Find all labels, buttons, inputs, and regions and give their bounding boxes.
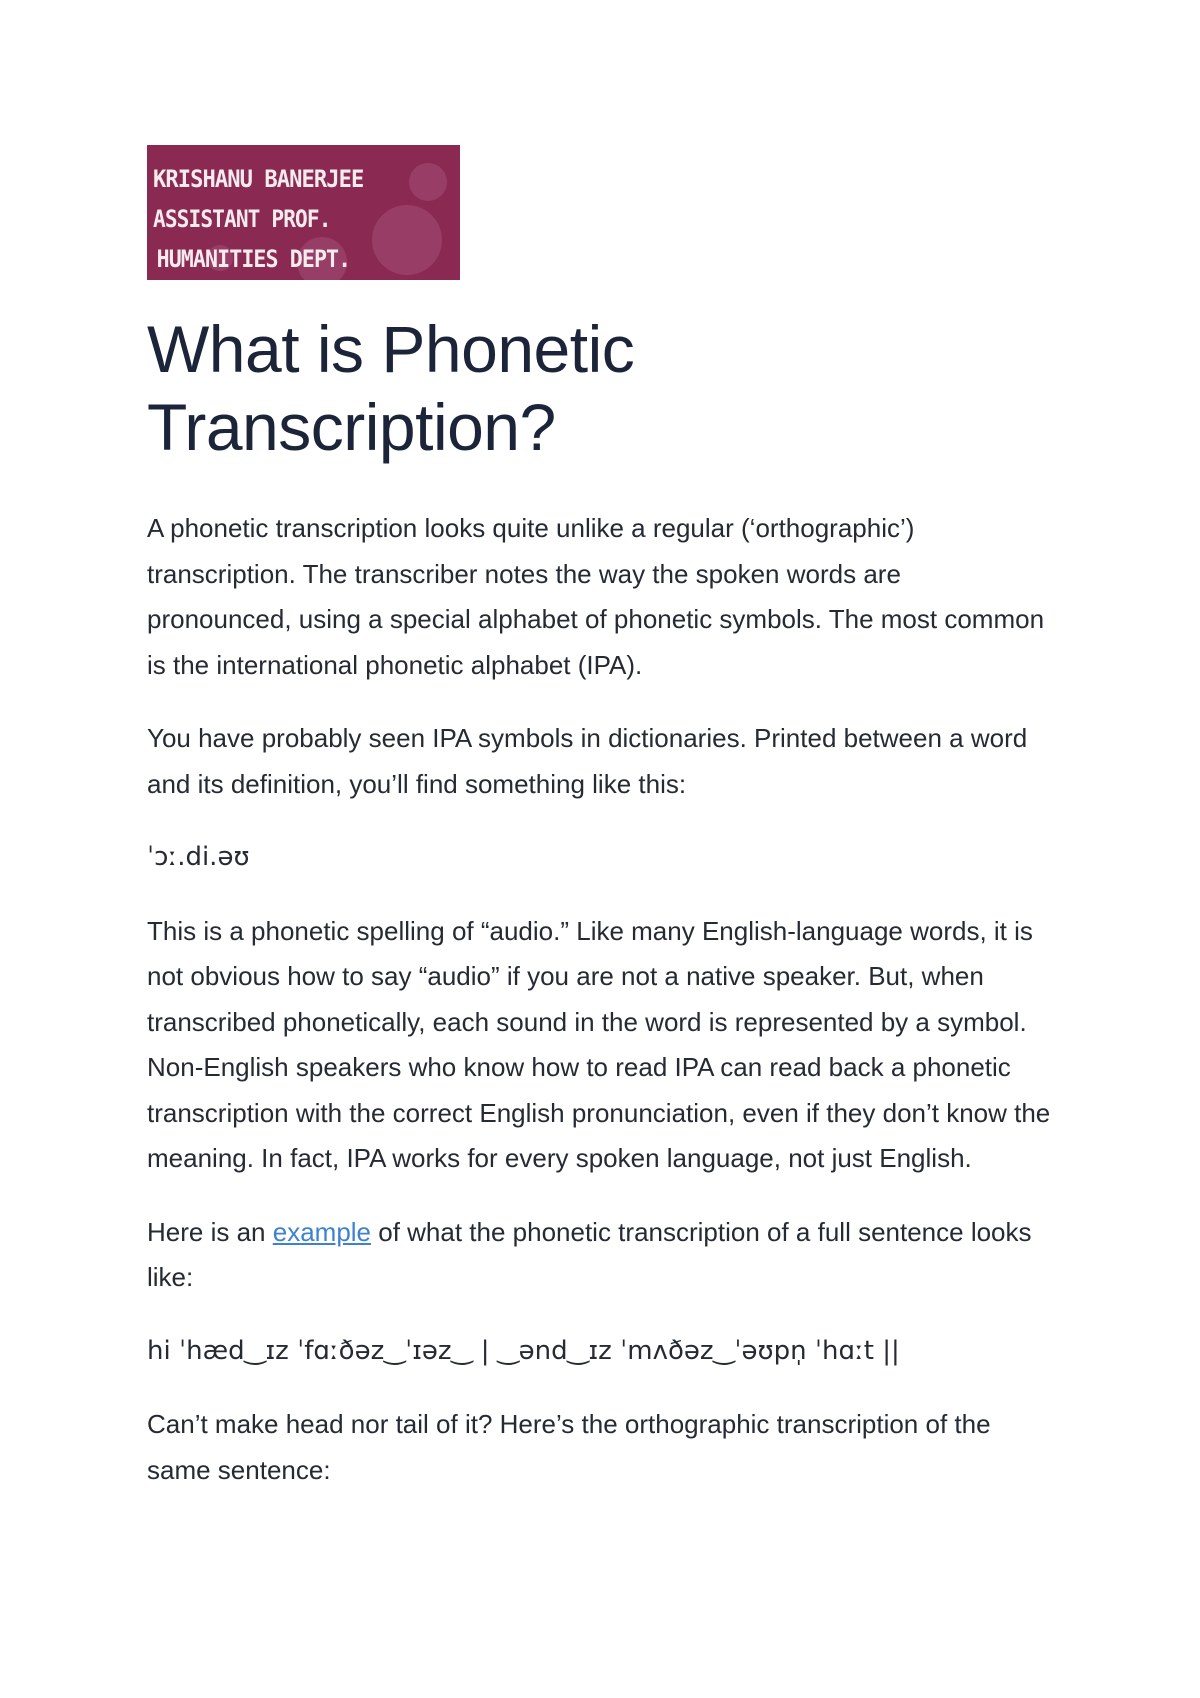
document-page [147, 145, 1052, 1493]
paragraph-example-intro [147, 1210, 1052, 1301]
example-intro-text: Here is an [147, 1216, 273, 1247]
banner-author-title: ASSISTANT PROF. [153, 205, 331, 233]
banner-author-name: KRISHANU BANERJEE [153, 165, 364, 193]
paragraph-phonetic-spelling: This is a phonetic spelling of “audio.” Like many English-language words, it is not obvious how to say “audio” if you are not a native speaker. But, when transcribed phonetically, each sound in the word is represented by a symbol. Non-English speakers who know how to read IPA can read back a phonetic transcription with the correct English pronunciation, even if they don’t know the meaning. In fact, IPA works for every spoken language, not just English. [147, 915, 1051, 1173]
page-title: What is Phonetic Transcription? [147, 312, 635, 464]
ipa-audio-example: ˈɔː.di.əʊ [147, 842, 250, 872]
author-banner [147, 145, 460, 280]
paragraph-orthographic: Can’t make head nor tail of it? Here’s the orthographic transcription of the same sentence: [147, 1409, 991, 1485]
ipa-sentence-example: hi ˈhæd‿ɪz ˈfɑːðəz‿ˈɪəz‿ | ‿ənd‿ɪz ˈmʌðəz‿ˈəʊpn̩ ˈhɑːt || [147, 1335, 900, 1366]
paragraph-dictionaries: You have probably seen IPA symbols in dictionaries. Printed between a word and its definition, you’ll find something like this: [147, 723, 1028, 799]
example-intro-text-end: of what the phonetic transcription of a full sentence looks like: [147, 1216, 1032, 1292]
banner-department: HUMANITIES DEPT. [156, 245, 351, 273]
paragraph-intro: A phonetic transcription looks quite unlike a regular (‘orthographic’) transcription. The transcriber notes the way the spoken words are pronounced, using a special alphabet of phonetic symbols. The most common is the international phonetic alphabet (IPA). [147, 513, 1045, 680]
example-link[interactable]: example [272, 1216, 372, 1247]
